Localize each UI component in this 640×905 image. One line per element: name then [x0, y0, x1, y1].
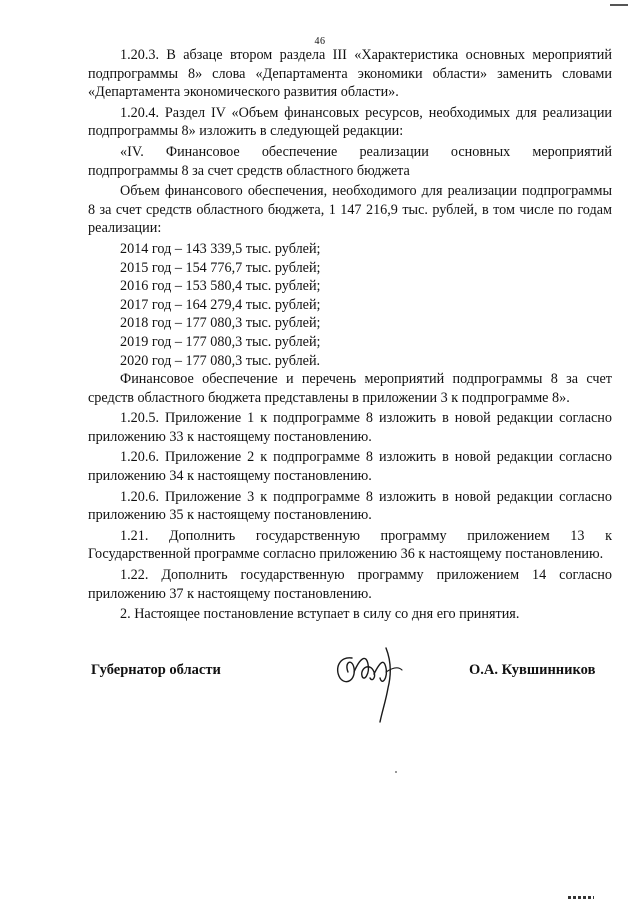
- page-number: 46: [314, 36, 326, 47]
- scan-speck: [395, 771, 397, 773]
- year-line: 2016 год – 153 580,4 тыс. рублей;: [120, 278, 321, 295]
- paragraph-financing-appendix: Финансовое обеспечение и перечень мероприятий подпрограммы 8 за счет средств областного бюджета представлены в приложении 3 к подпрограмме 8».: [88, 371, 612, 406]
- year-line: 2015 год – 154 776,7 тыс. рублей;: [120, 259, 321, 276]
- year-line: 2018 год – 177 080,3 тыс. рублей;: [120, 315, 321, 332]
- paragraph-1-20-4: 1.20.4. Раздел IV «Объем финансовых ресурсов, необходимых для реализации подпрограммы 8» изложить в следующей редакции:: [88, 104, 612, 140]
- paragraph-1-20-6-b: 1.20.6. Приложение 3 к подпрограмме 8 изложить в новой редакции согласно приложению 35 к настоящему постановлению.: [88, 488, 612, 524]
- year-line: 2014 год – 143 339,5 тыс. рублей;: [120, 240, 321, 257]
- paragraph-1-20-5: 1.20.5. Приложение 1 к подпрограмме 8 изложить в новой редакции согласно приложению 33 к настоящему постановлению.: [88, 410, 612, 445]
- paragraph-1-22: 1.22. Дополнить государственную программу приложением 14 согласно приложению 37 к настоящему постановлению.: [88, 567, 612, 602]
- signatory-position: Губернатор области: [91, 662, 221, 678]
- signatory-name: О.А. Кувшинников: [469, 662, 596, 678]
- document-body: [88, 46, 612, 626]
- scan-mark: [568, 896, 594, 899]
- scan-mark: [610, 4, 628, 6]
- paragraph-2: 2. Настоящее постановление вступает в силу со дня его принятия.: [120, 606, 520, 623]
- paragraph-financing-total: Объем финансового обеспечения, необходимого для реализации подпрограммы 8 за счет средств областного бюджета, 1 147 216,9 тыс. рублей, в том числе по годам реализации:: [88, 183, 612, 237]
- year-line: 2020 год – 177 080,3 тыс. рублей.: [120, 352, 321, 369]
- section-iv-heading: «IV. Финансовое обеспечение реализации основных мероприятий подпрограммы 8 за счет средств областного бюджета: [88, 143, 612, 179]
- year-line: 2017 год – 164 279,4 тыс. рублей;: [120, 296, 321, 313]
- paragraph-1-20-3: 1.20.3. В абзаце втором раздела III «Характеристика основных мероприятий подпрограммы 8» слова «Департамента экономики области» заменить словами «Департамента экономического развития области».: [88, 47, 612, 101]
- paragraph-1-21: 1.21. Дополнить государственную программу приложением 13 к Государственной программе согласно приложению 36 к настоящему постановлению.: [88, 527, 612, 563]
- year-line: 2019 год – 177 080,3 тыс. рублей;: [120, 333, 321, 350]
- handwritten-signature-icon: [330, 628, 412, 728]
- paragraph-1-20-6-a: 1.20.6. Приложение 2 к подпрограмме 8 изложить в новой редакции согласно приложению 34 к настоящему постановлению.: [88, 449, 612, 485]
